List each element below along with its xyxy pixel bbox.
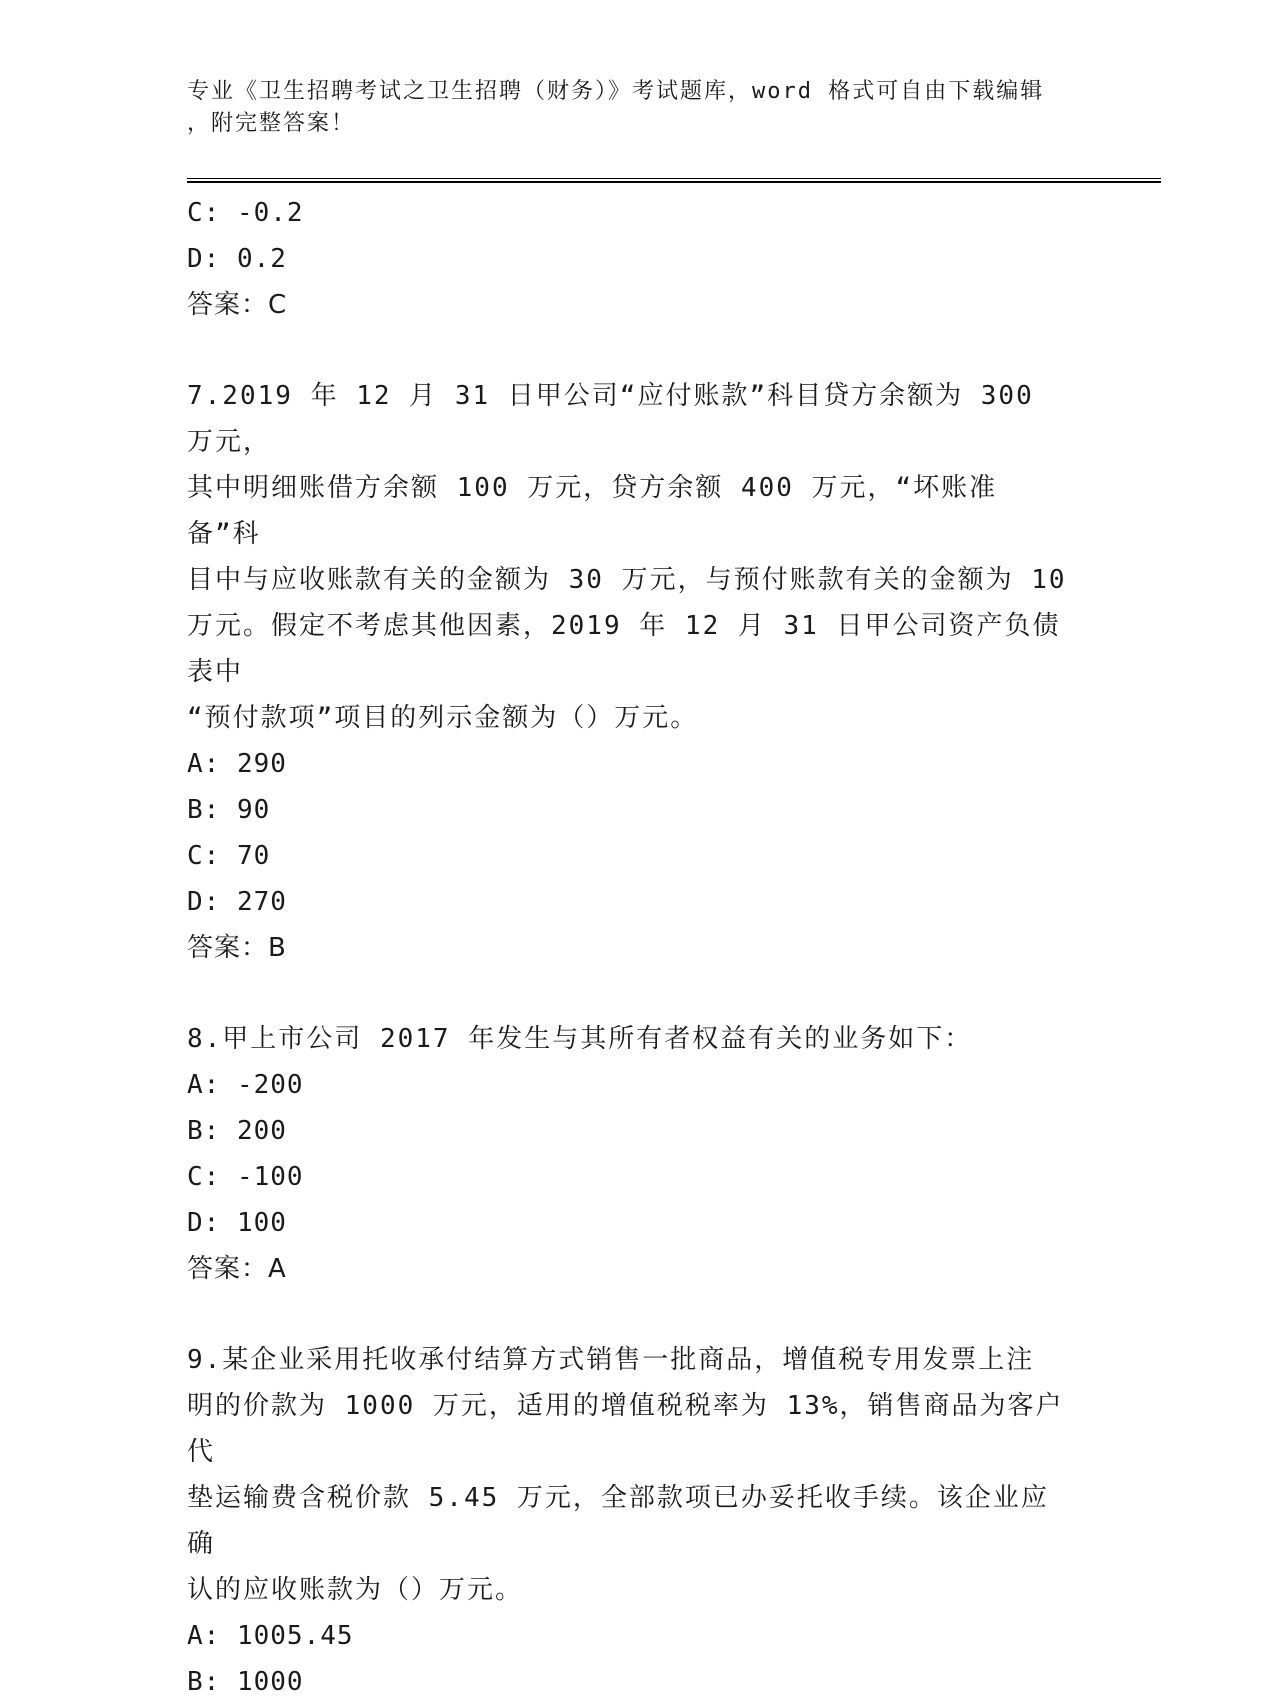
question-stem bbox=[187, 373, 1067, 741]
question-list bbox=[187, 190, 1067, 1705]
spacer bbox=[187, 1292, 1067, 1337]
option-a: A: 1005.45 bbox=[187, 1621, 354, 1651]
option-c: C: -0.2 bbox=[187, 198, 304, 228]
stem-line: 明的价款为 1000 万元，适用的增值税税率为 13%，销售商品为客户代 bbox=[187, 1391, 1064, 1467]
stem-line: 8.甲上市公司 2017 年发生与其所有者权益有关的业务如下： bbox=[187, 1024, 973, 1054]
stem-line: 垫运输费含税价款 5.45 万元，全部款项已办妥托收手续。该企业应确 bbox=[187, 1483, 1049, 1559]
header-line-1: 专业《卫生招聘考试之卫生招聘（财务）》考试题库，word 格式可自由下载编辑 bbox=[187, 79, 1045, 104]
option-b: B: 1000 bbox=[187, 1667, 304, 1697]
option-d: D: 270 bbox=[187, 887, 287, 917]
option-a: A: 290 bbox=[187, 749, 287, 779]
header-divider-thin bbox=[187, 178, 1161, 179]
answer-line: 答案：A bbox=[187, 1254, 287, 1284]
stem-line: 其中明细账借方余额 100 万元，贷方余额 400 万元，“坏账准备”科 bbox=[187, 473, 998, 549]
question-7 bbox=[187, 373, 1067, 971]
stem-line: 万元。假定不考虑其他因素，2019 年 12 月 31 日甲公司资产负债表中 bbox=[187, 611, 1061, 687]
option-c: C: -100 bbox=[187, 1162, 304, 1192]
stem-line: 认的应收账款为（）万元。 bbox=[187, 1575, 524, 1605]
spacer bbox=[187, 971, 1067, 1016]
stem-line: 7.2019 年 12 月 31 日甲公司“应付账款”科目贷方余额为 300 万元， bbox=[187, 381, 1034, 457]
option-b: B: 90 bbox=[187, 795, 271, 825]
question-6-tail bbox=[187, 190, 1067, 328]
option-d: D: 100 bbox=[187, 1208, 287, 1238]
question-stem bbox=[187, 1337, 1067, 1613]
answer-line: 答案：C bbox=[187, 290, 288, 320]
question-stem bbox=[187, 1016, 1067, 1062]
option-c: C: 70 bbox=[187, 841, 271, 871]
stem-line: 目中与应收账款有关的金额为 30 万元，与预付账款有关的金额为 10 bbox=[187, 565, 1067, 595]
question-8 bbox=[187, 1016, 1067, 1292]
header-line-2: ，附完整答案！ bbox=[187, 111, 356, 136]
stem-line: 9.某企业采用托收承付结算方式销售一批商品，增值税专用发票上注 bbox=[187, 1345, 1035, 1375]
answer-line: 答案：B bbox=[187, 933, 287, 963]
header-divider-thick bbox=[187, 181, 1161, 183]
option-d: D: 0.2 bbox=[187, 244, 287, 274]
spacer bbox=[187, 328, 1067, 373]
document-header bbox=[187, 76, 1067, 140]
option-a: A: -200 bbox=[187, 1070, 304, 1100]
stem-line: “预付款项”项目的列示金额为（）万元。 bbox=[187, 703, 699, 733]
option-b: B: 200 bbox=[187, 1116, 287, 1146]
